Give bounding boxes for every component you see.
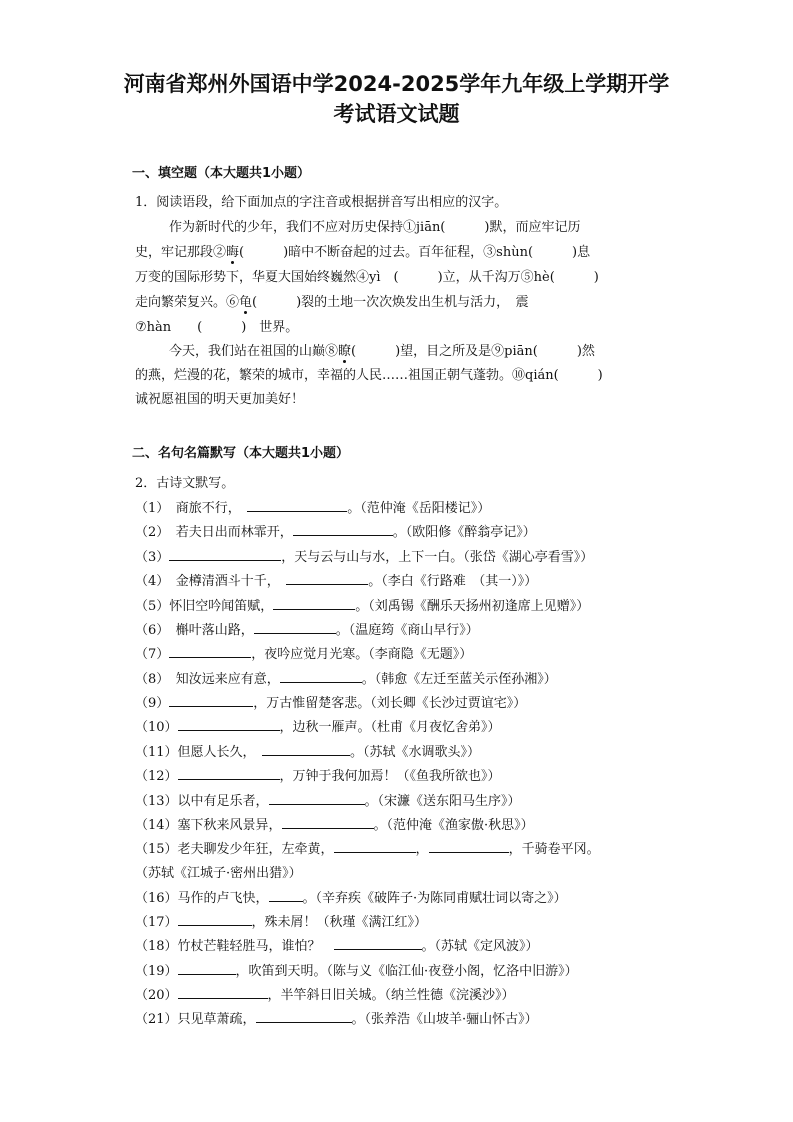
recitation-item [135, 814, 534, 833]
recitation-item [135, 643, 472, 662]
recitation-item [135, 570, 537, 589]
item-prefix: （20） [135, 988, 178, 1003]
item-prefix: （14）塞下秋来风景异， [135, 818, 282, 833]
item-prefix: （4） 金樽清酒斗十千， [135, 574, 287, 589]
answer-blank[interactable] [169, 692, 253, 707]
recitation-item [135, 521, 536, 540]
recitation-item [135, 595, 589, 614]
q1-passage-line [135, 241, 590, 260]
item-prefix: （7） [135, 647, 170, 662]
answer-blank[interactable] [178, 765, 280, 780]
answer-blank[interactable] [169, 546, 281, 561]
answer-blank[interactable] [254, 619, 336, 634]
item-prefix: （13）以中有足乐者， [135, 794, 269, 809]
recitation-item [135, 741, 480, 760]
answer-blank[interactable] [269, 790, 365, 805]
item-prefix: （17） [135, 915, 178, 930]
answer-blank[interactable] [286, 570, 368, 585]
dotted-character: 瞭 [338, 344, 352, 359]
item-suffix: ，千骑卷平冈。 [508, 842, 600, 857]
item-suffix: 。（李白《行路难 （其一）》） [368, 574, 538, 589]
text-segment: 史，牢记那段② [135, 245, 227, 260]
dotted-character: 晦 [226, 245, 240, 260]
recitation-item [135, 765, 501, 784]
section2-heading: 二、名句名篇默写（本大题共1小题） [132, 446, 350, 461]
recitation-item [135, 911, 427, 930]
answer-blank[interactable] [280, 668, 362, 683]
item-prefix: （15）老夫聊发少年狂，左牵黄， [135, 842, 334, 857]
item-suffix: 。（欧阳修《醉翁亭记》） [392, 525, 536, 540]
item-prefix: （2） 若夫日出而林霏开， [135, 525, 293, 540]
exam-title-line1: 河南省郑州外国语中学2024-2025学年九年级上学期开学 [123, 72, 670, 96]
item-prefix: （21）只见草萧疏， [135, 1012, 256, 1027]
item-suffix: 。（苏轼《水调歌头》） [350, 745, 481, 760]
answer-blank[interactable] [334, 935, 422, 950]
item-suffix: ，万钟于我何加焉！（《鱼我所欲也》） [279, 769, 501, 784]
recitation-item [135, 619, 479, 638]
item-middle: ， [415, 842, 429, 857]
q1-passage-line: 诚祝愿祖国的明天更加美好！ [135, 392, 305, 407]
q1-passage-line: 作为新时代的少年，我们不应对历史保持①jiān( )默，而应牢记历 [169, 220, 581, 235]
answer-blank[interactable] [282, 814, 374, 829]
recitation-item [135, 838, 600, 857]
item-prefix: （9） [135, 696, 170, 711]
item-suffix: 。（韩愈《左迁至蓝关示侄孙湘》） [361, 672, 557, 687]
recitation-item [135, 935, 539, 954]
answer-blank[interactable] [293, 521, 393, 536]
item-prefix: （6） 槲叶落山路， [135, 623, 254, 638]
q1-intro: 1．阅读语段，给下面加点的字注音或根据拼音写出相应的汉字。 [135, 195, 508, 210]
recitation-item [135, 984, 515, 1003]
recitation-item-source: （苏轼《江城子·密州出猎》） [135, 866, 302, 881]
item-suffix: ，半竿斜日旧关城。（纳兰性德《浣溪沙》） [267, 988, 515, 1003]
q2-intro: 2．古诗文默写。 [135, 476, 235, 491]
answer-blank[interactable] [256, 1008, 352, 1023]
recitation-item [135, 716, 501, 735]
item-prefix: （1） 商旅不行， [135, 501, 248, 516]
item-prefix: （10） [135, 720, 178, 735]
answer-blank[interactable] [334, 838, 416, 853]
answer-blank[interactable] [178, 911, 252, 926]
recitation-item [135, 960, 578, 979]
exam-title-line2: 考试语文试题 [333, 102, 460, 126]
recitation-item [135, 790, 521, 809]
q1-passage-line: 的燕，烂漫的花，繁荣的城市，幸福的人民……祖国正朝气蓬勃。⑩qián( ) [135, 368, 603, 383]
answer-blank[interactable] [262, 741, 350, 756]
item-prefix: （8） 知汝远来应有意， [135, 672, 280, 687]
recitation-item [135, 668, 557, 687]
answer-blank[interactable] [429, 838, 509, 853]
item-prefix: （18）竹杖芒鞋轻胜马，谁怕？ [135, 939, 334, 954]
text-segment: 走向繁荣复兴。⑥ [135, 295, 240, 310]
q1-passage-line [135, 291, 529, 310]
recitation-item [135, 1008, 538, 1027]
dotted-character: 龟 [239, 295, 253, 310]
answer-blank[interactable] [247, 497, 347, 512]
answer-blank[interactable] [178, 984, 268, 999]
item-suffix: ，边秋一雁声。（杜甫《月夜忆舍弟》） [279, 720, 501, 735]
item-prefix: （5）怀旧空吟闻笛赋， [135, 599, 274, 614]
item-suffix: 。（范仲淹《渔家傲·秋思》） [373, 818, 534, 833]
answer-blank[interactable] [178, 960, 236, 975]
q1-passage-line: ⑦hàn ( ) 世界。 [135, 320, 299, 335]
item-prefix: （3） [135, 550, 170, 565]
q1-passage-line [169, 340, 595, 359]
answer-blank[interactable] [169, 643, 251, 658]
text-segment: ( )暗中不断奋起的过去。百年征程，③shùn( )息 [239, 245, 591, 260]
text-segment: ( )望，目之所及是⑨piān( )然 [351, 344, 595, 359]
item-suffix: 。（刘禹锡《酬乐天扬州初逢席上见赠》） [355, 599, 590, 614]
answer-blank[interactable] [178, 716, 280, 731]
item-prefix: （19） [135, 964, 178, 979]
item-suffix: 。（宋濂《送东阳马生序》） [364, 794, 521, 809]
item-suffix: 。（张养浩《山坡羊·骊山怀古》） [351, 1012, 538, 1027]
item-prefix: （12） [135, 769, 178, 784]
answer-blank[interactable] [273, 595, 355, 610]
item-prefix: （16）马作的卢飞快， [135, 891, 269, 906]
item-suffix: ，夜吟应觉月光寒。（李商隐《无题》） [251, 647, 473, 662]
recitation-item [135, 546, 593, 565]
q1-passage-line: 万变的国际形势下，华夏大国始终巍然④yì ( )立，从千沟万⑤hè( ) [135, 270, 599, 285]
recitation-item [135, 497, 490, 516]
item-suffix: ，天与云与山与水，上下一白。（张岱《湖心亭看雪》） [281, 550, 594, 565]
recitation-item [135, 692, 526, 711]
recitation-item [135, 887, 567, 906]
item-suffix: 。（苏轼《定风波》） [421, 939, 539, 954]
item-suffix: ，吹笛到天明。（陈与义《临江仙·夜登小阁，忆洛中旧游》） [235, 964, 578, 979]
item-suffix: 。（温庭筠《商山早行》） [335, 623, 479, 638]
text-segment: ( )裂的土地一次次焕发出生机与活力， 震 [252, 295, 529, 310]
text-segment: 今天，我们站在祖国的山巅⑧ [169, 344, 339, 359]
item-suffix: ，万古惟留楚客悲。（刘长卿《长沙过贾谊宅》） [253, 696, 527, 711]
item-suffix: ，殊未屑！（秋瑾《满江红》） [251, 915, 428, 930]
answer-blank[interactable] [269, 887, 303, 902]
item-prefix: （11）但愿人长久， [135, 745, 263, 760]
item-suffix: 。（辛弃疾《破阵子·为陈同甫赋壮词以寄之》） [302, 891, 567, 906]
item-suffix: 。（范仲淹《岳阳楼记》） [347, 501, 491, 516]
section1-heading: 一、填空题（本大题共1小题） [132, 166, 311, 181]
